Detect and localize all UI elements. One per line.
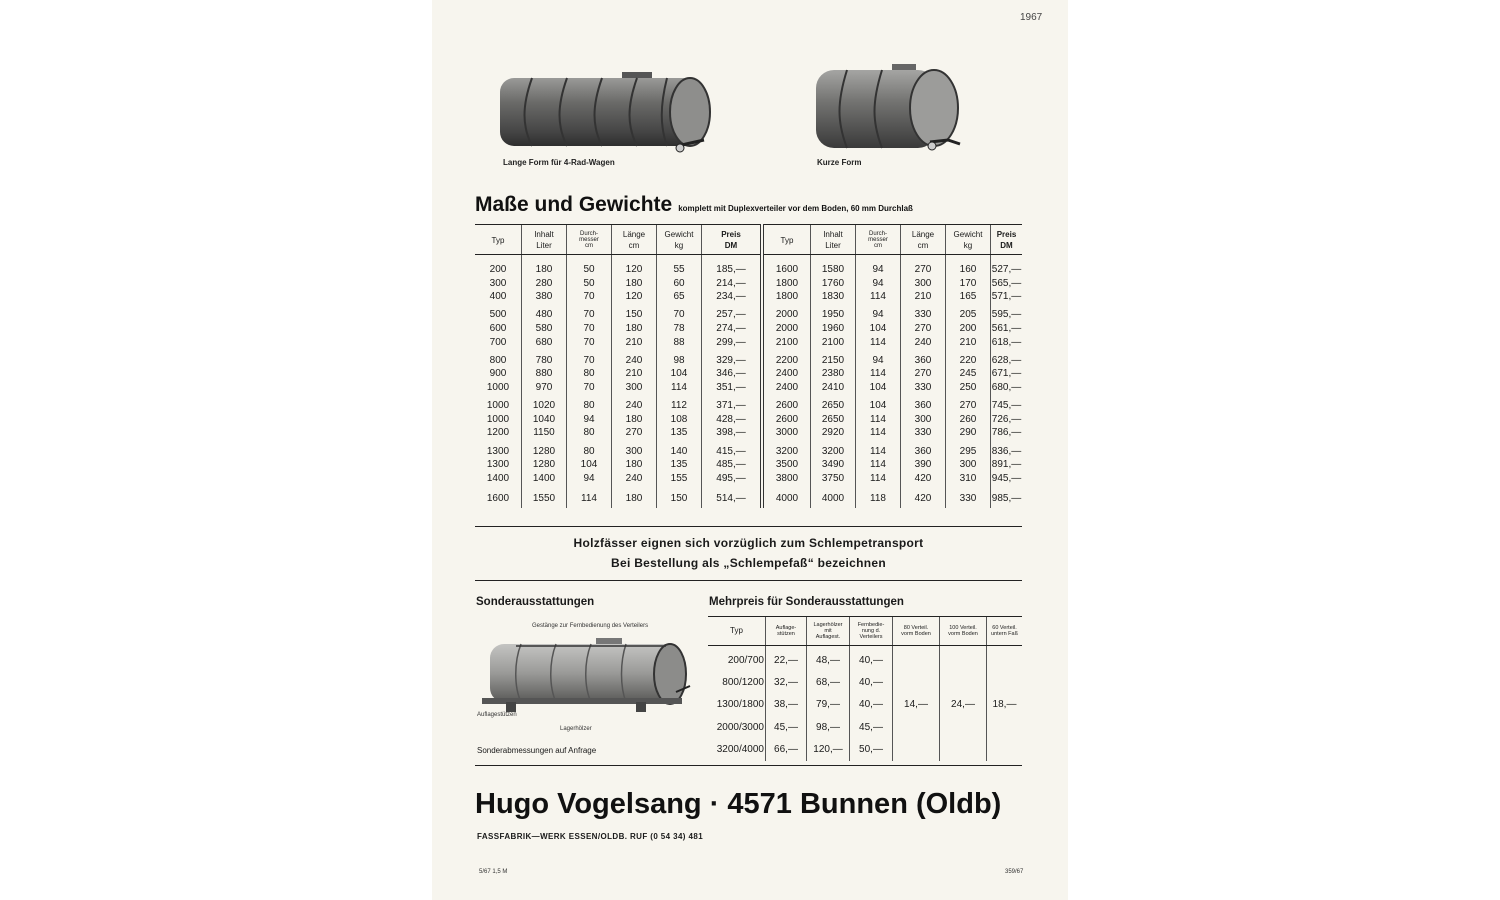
- divider: [475, 765, 1022, 766]
- table-cell: 1600: [762, 255, 811, 277]
- table-cell: 360: [901, 445, 946, 459]
- catalog-page: [432, 0, 1068, 900]
- table-cell: 330: [901, 426, 946, 440]
- table-cell: 108: [657, 413, 702, 427]
- table-cell: 726,—: [991, 413, 1022, 425]
- table-cell: 600: [489, 322, 507, 334]
- table-cell: 527,—: [991, 255, 1023, 277]
- table-row: [708, 646, 1022, 672]
- col-laenge: Länge cm: [612, 225, 657, 255]
- table-cell: 1760: [811, 277, 856, 291]
- table-cell: 680: [522, 336, 567, 350]
- table-cell: 120: [612, 255, 657, 277]
- table-cell: 94: [856, 354, 901, 368]
- section-subtitle: komplett mit Duplexverteiler vor dem Boden, 60 mm Durchlaß: [678, 204, 913, 213]
- table-cell: 2150: [811, 354, 856, 368]
- table-cell: 415,—: [702, 445, 763, 459]
- table-cell: 114: [856, 413, 901, 427]
- col-preis-2: Preis DM: [991, 225, 1023, 255]
- table-row: [475, 458, 1022, 472]
- table-cell: 786,—: [991, 427, 1022, 439]
- table-cell: 250: [946, 381, 991, 395]
- table-cell: 70: [567, 308, 612, 322]
- table-cell: 330: [901, 308, 946, 322]
- table-cell: 618,—: [991, 336, 1022, 348]
- table-cell: 220: [946, 354, 991, 368]
- table-cell: 104: [657, 367, 702, 381]
- table-cell: 135: [657, 458, 702, 472]
- table-cell: 50: [567, 255, 612, 277]
- table-cell: 295: [946, 445, 991, 459]
- table-cell: 48,—: [807, 646, 850, 672]
- table-cell: 98: [657, 354, 702, 368]
- table-cell: 300: [489, 277, 507, 289]
- table-cell: 300: [612, 445, 657, 459]
- section-title: Maße und Gewichte komplett mit Duplexverteiler vor dem Boden, 60 mm Durchlaß: [475, 193, 913, 216]
- col-gewicht: Gewicht kg: [657, 225, 702, 255]
- table-cell: 1830: [811, 290, 856, 304]
- table-cell: 371,—: [702, 399, 763, 413]
- divider: [475, 580, 1022, 581]
- table-cell: 1300: [486, 445, 510, 457]
- table-row: [475, 308, 1022, 322]
- table-cell: 165: [946, 290, 991, 304]
- table-cell: 114: [856, 290, 901, 304]
- dimensions-table-body: [475, 255, 1022, 508]
- label-lagerhoelzer: Lagerhölzer: [560, 726, 592, 732]
- table-cell: 135: [657, 426, 702, 440]
- table-cell: 40,—: [850, 671, 893, 693]
- table-cell: 104: [856, 322, 901, 336]
- table-cell: 495,—: [702, 472, 763, 486]
- table-cell: 1300/1800: [716, 699, 764, 711]
- table-cell: 94: [567, 472, 612, 486]
- table-cell: 80: [567, 445, 612, 459]
- table-cell: 88: [657, 336, 702, 350]
- company-subline: FASSFABRIK—WERK ESSEN/OLDB. RUF (0 54 34) 481: [477, 832, 704, 841]
- table-cell: 257,—: [702, 308, 763, 322]
- table-cell: 2600: [762, 399, 811, 413]
- table-cell: 480: [522, 308, 567, 322]
- table-cell: 114: [856, 445, 901, 459]
- table-cell: 565,—: [991, 277, 1022, 289]
- table-cell: 985,—: [991, 490, 1023, 508]
- table-cell: 114: [856, 336, 901, 350]
- table-cell: 329,—: [702, 354, 763, 368]
- table-cell: 140: [657, 445, 702, 459]
- table-cell: 66,—: [766, 739, 807, 761]
- table-cell: 1800: [762, 277, 811, 291]
- col-gewicht-2: Gewicht kg: [946, 225, 991, 255]
- table-cell: 300: [946, 458, 991, 472]
- col-typ: Typ: [475, 225, 522, 255]
- table-row: [475, 445, 1022, 459]
- table-cell: 1040: [522, 413, 567, 427]
- table-cell: 270: [901, 322, 946, 336]
- table-cell: 300: [901, 277, 946, 291]
- table-cell: 104: [856, 399, 901, 413]
- col-lagerhoelzer: Lagerhölzer mit Auflagest.: [807, 617, 850, 646]
- surcharge-table: [708, 616, 1022, 761]
- dimensions-table-header: [475, 225, 1022, 255]
- label-gestaenge: Gestänge zur Fernbedienung des Verteilers: [532, 623, 649, 629]
- table-cell: 32,—: [766, 671, 807, 693]
- table-cell: 68,—: [807, 671, 850, 693]
- table-cell: 1400: [486, 472, 510, 484]
- table-cell: 2100: [811, 336, 856, 350]
- table-cell: 1950: [811, 308, 856, 322]
- table-cell: 3800: [762, 472, 811, 486]
- table-cell: 900: [489, 368, 507, 380]
- table-cell: 234,—: [702, 290, 763, 304]
- note-line-2: Bei Bestellung als „Schlempefaß“ bezeichnen: [611, 556, 886, 570]
- table-cell: 120,—: [807, 739, 850, 761]
- table-cell: 60: [657, 277, 702, 291]
- table-cell: 671,—: [991, 368, 1022, 380]
- table-cell: 104: [567, 458, 612, 472]
- table-cell: 945,—: [991, 472, 1022, 484]
- table-row: [475, 322, 1022, 336]
- table-cell: 891,—: [991, 459, 1022, 471]
- col-100-verteiler: 100 Verteil. vorm Boden: [940, 617, 987, 646]
- table-cell: 70: [567, 336, 612, 350]
- table-row: [475, 277, 1022, 291]
- table-cell: 40,—: [850, 646, 893, 672]
- table-cell: 260: [946, 413, 991, 427]
- table-cell: 70: [567, 290, 612, 304]
- table-cell: 561,—: [991, 322, 1022, 334]
- table-cell: 200: [489, 264, 507, 275]
- table-row: [475, 381, 1022, 395]
- col-80-verteiler: 80 Verteil. vorm Boden: [893, 617, 940, 646]
- table-cell: 800: [489, 354, 507, 366]
- table-cell: 214,—: [702, 277, 763, 291]
- col-durchmesser-2: Durch- messer cm: [856, 225, 901, 255]
- table-cell: 270: [946, 399, 991, 413]
- table-cell: 55: [657, 255, 702, 277]
- col-preis: Preis DM: [702, 225, 763, 255]
- table-row: [475, 413, 1022, 427]
- table-cell: 180: [612, 458, 657, 472]
- table-row: [475, 255, 1022, 277]
- table-cell: 3750: [811, 472, 856, 486]
- table-cell: 2920: [811, 426, 856, 440]
- table-cell: 160: [946, 255, 991, 277]
- table-cell: 114: [856, 472, 901, 486]
- table-cell: 155: [657, 472, 702, 486]
- label-auflagestuetzen: Auflagestützen: [477, 712, 517, 718]
- table-cell: 180: [612, 277, 657, 291]
- table-cell: 836,—: [991, 445, 1022, 457]
- table-cell: 485,—: [702, 458, 763, 472]
- table-cell: 80: [567, 399, 612, 413]
- table-cell: 210: [901, 290, 946, 304]
- table-cell: 200: [946, 322, 991, 336]
- table-cell: 580: [522, 322, 567, 336]
- table-cell: 330: [901, 381, 946, 395]
- table-row: [475, 290, 1022, 304]
- col-fernbedienung: Fernbedie- nung d. Verteilers: [850, 617, 893, 646]
- table-cell: 45,—: [766, 716, 807, 738]
- table-cell: 400: [489, 291, 507, 303]
- table-cell: 346,—: [702, 367, 763, 381]
- table-cell: 70: [657, 308, 702, 322]
- table-cell: 970: [522, 381, 567, 395]
- short-barrel-image: [812, 62, 962, 157]
- table-row: [475, 367, 1022, 381]
- table-cell: 114: [657, 381, 702, 395]
- table-cell: 680,—: [991, 381, 1022, 393]
- table-cell: 2000/3000: [716, 721, 764, 733]
- table-row: [475, 472, 1022, 486]
- table-cell: 420: [901, 472, 946, 486]
- table-cell: 2600: [762, 413, 811, 427]
- table-cell: 98,—: [807, 716, 850, 738]
- surcharge-v80-value: 14,—: [893, 646, 940, 761]
- table-cell: 22,—: [766, 646, 807, 672]
- table-cell: 40,—: [850, 694, 893, 716]
- surcharge-v60-value: 18,—: [987, 646, 1023, 761]
- table-cell: 330: [946, 490, 991, 508]
- table-cell: 245: [946, 367, 991, 381]
- long-barrel-caption: Lange Form für 4-Rad-Wagen: [503, 158, 615, 167]
- footer-left: 5/67 1,5 M: [479, 869, 508, 875]
- table-cell: 351,—: [702, 381, 763, 395]
- table-cell: 185,—: [702, 255, 763, 277]
- table-cell: 3200: [762, 445, 811, 459]
- table-cell: 180: [612, 413, 657, 427]
- table-cell: 118: [856, 490, 901, 508]
- table-cell: 1280: [522, 458, 567, 472]
- table-cell: 420: [901, 490, 946, 508]
- table-cell: 310: [946, 472, 991, 486]
- table-cell: 2410: [811, 381, 856, 395]
- table-cell: 1960: [811, 322, 856, 336]
- table-row: [475, 336, 1022, 350]
- dimensions-table: [475, 224, 1022, 508]
- col-inhalt-2: Inhalt Liter: [811, 225, 856, 255]
- table-cell: 2400: [762, 381, 811, 395]
- table-cell: 38,—: [766, 694, 807, 716]
- table-cell: 205: [946, 308, 991, 322]
- table-cell: 1000: [486, 400, 510, 412]
- table-cell: 270: [901, 367, 946, 381]
- table-cell: 114: [567, 490, 612, 508]
- table-cell: 170: [946, 277, 991, 291]
- table-cell: 500: [489, 309, 507, 321]
- table-cell: 1600: [486, 493, 510, 505]
- table-cell: 50: [567, 277, 612, 291]
- table-cell: 1150: [522, 426, 567, 440]
- company-name: Hugo Vogelsang · 4571 Bunnen (Oldb): [475, 788, 1002, 820]
- table-cell: 240: [612, 354, 657, 368]
- table-cell: 1800: [762, 290, 811, 304]
- table-row: [475, 354, 1022, 368]
- table-cell: 180: [612, 322, 657, 336]
- divider: [475, 526, 1022, 527]
- table-cell: 2400: [762, 367, 811, 381]
- table-cell: 114: [856, 458, 901, 472]
- table-cell: 94: [856, 255, 901, 277]
- table-cell: 94: [567, 413, 612, 427]
- table-cell: 50,—: [850, 739, 893, 761]
- col-typ-2: Typ: [762, 225, 811, 255]
- short-barrel-caption: Kurze Form: [817, 158, 862, 167]
- table-cell: 3490: [811, 458, 856, 472]
- table-cell: 270: [612, 426, 657, 440]
- table-cell: 1280: [522, 445, 567, 459]
- table-cell: 3500: [762, 458, 811, 472]
- equipped-barrel-image: [476, 632, 696, 722]
- col-inhalt: Inhalt Liter: [522, 225, 567, 255]
- col-laenge-2: Länge cm: [901, 225, 946, 255]
- table-cell: 2200: [762, 354, 811, 368]
- table-cell: 210: [612, 336, 657, 350]
- year-label: 1967: [1020, 12, 1043, 23]
- table-cell: 180: [522, 255, 567, 277]
- table-cell: 2000: [762, 308, 811, 322]
- table-cell: 800/1200: [722, 677, 764, 689]
- table-cell: 880: [522, 367, 567, 381]
- table-cell: 300: [901, 413, 946, 427]
- surcharge-table-header: [708, 617, 1022, 646]
- sonder-title: Sonderausstattungen: [476, 596, 595, 608]
- mehrpreis-title: Mehrpreis für Sonderausstattungen: [709, 596, 904, 608]
- table-cell: 150: [612, 308, 657, 322]
- table-row: [475, 490, 1022, 508]
- table-cell: 380: [522, 290, 567, 304]
- surcharge-v100-value: 24,—: [940, 646, 987, 761]
- table-cell: 240: [901, 336, 946, 350]
- table-row: [475, 426, 1022, 440]
- table-cell: 300: [612, 381, 657, 395]
- table-cell: 120: [612, 290, 657, 304]
- table-cell: 270: [901, 255, 946, 277]
- table-cell: 628,—: [991, 354, 1022, 366]
- table-cell: 360: [901, 354, 946, 368]
- table-cell: 1200: [486, 427, 510, 439]
- table-cell: 200/700: [727, 654, 764, 666]
- table-cell: 3200/4000: [716, 744, 764, 756]
- table-cell: 360: [901, 399, 946, 413]
- table-cell: 94: [856, 277, 901, 291]
- table-cell: 79,—: [807, 694, 850, 716]
- table-cell: 45,—: [850, 716, 893, 738]
- surcharge-table-body: [708, 646, 1022, 761]
- long-barrel-image: [492, 66, 732, 158]
- table-cell: 210: [946, 336, 991, 350]
- table-cell: 745,—: [991, 400, 1022, 412]
- table-cell: 1300: [486, 459, 510, 471]
- table-cell: 78: [657, 322, 702, 336]
- table-cell: 104: [856, 381, 901, 395]
- table-cell: 700: [489, 336, 507, 348]
- table-cell: 4000: [811, 490, 856, 508]
- table-cell: 2100: [762, 336, 811, 350]
- table-cell: 65: [657, 290, 702, 304]
- table-cell: 780: [522, 354, 567, 368]
- table-cell: 70: [567, 322, 612, 336]
- table-cell: 2650: [811, 413, 856, 427]
- table-cell: 150: [657, 490, 702, 508]
- table-cell: 1550: [522, 490, 567, 508]
- col-60-verteiler: 60 Verteil. untern Faß: [987, 617, 1023, 646]
- table-cell: 274,—: [702, 322, 763, 336]
- footer-right: 359/67: [1005, 869, 1024, 875]
- table-cell: 428,—: [702, 413, 763, 427]
- table-cell: 240: [612, 399, 657, 413]
- table-cell: 3200: [811, 445, 856, 459]
- table-cell: 290: [946, 426, 991, 440]
- col-auflagestuetzen: Auflage- stützen: [766, 617, 807, 646]
- sonder-footnote: Sonderabmessungen auf Anfrage: [477, 746, 597, 755]
- table-cell: 1020: [522, 399, 567, 413]
- table-cell: 180: [612, 490, 657, 508]
- table-cell: 280: [522, 277, 567, 291]
- table-cell: 114: [856, 426, 901, 440]
- table-cell: 2650: [811, 399, 856, 413]
- table-cell: 390: [901, 458, 946, 472]
- table-cell: 80: [567, 426, 612, 440]
- note-line-1: Holzfässer eignen sich vorzüglich zum Schlempetransport: [573, 536, 924, 550]
- table-cell: 2380: [811, 367, 856, 381]
- table-cell: 4000: [762, 490, 811, 508]
- col-typ: Typ: [708, 617, 766, 646]
- table-cell: 595,—: [991, 309, 1022, 321]
- table-cell: 70: [567, 354, 612, 368]
- table-cell: 1400: [522, 472, 567, 486]
- table-cell: 70: [567, 381, 612, 395]
- table-cell: 1580: [811, 255, 856, 277]
- table-cell: 80: [567, 367, 612, 381]
- table-cell: 1000: [486, 413, 510, 425]
- table-cell: 114: [856, 367, 901, 381]
- table-row: [475, 399, 1022, 413]
- table-cell: 1000: [486, 381, 510, 393]
- table-cell: 240: [612, 472, 657, 486]
- table-cell: 94: [856, 308, 901, 322]
- table-cell: 398,—: [702, 426, 763, 440]
- table-cell: 210: [612, 367, 657, 381]
- table-cell: 299,—: [702, 336, 763, 350]
- table-cell: 112: [657, 399, 702, 413]
- table-cell: 3000: [762, 426, 811, 440]
- col-durchmesser: Durch- messer cm: [567, 225, 612, 255]
- table-cell: 2000: [762, 322, 811, 336]
- table-cell: 514,—: [702, 490, 763, 508]
- table-cell: 571,—: [991, 291, 1022, 303]
